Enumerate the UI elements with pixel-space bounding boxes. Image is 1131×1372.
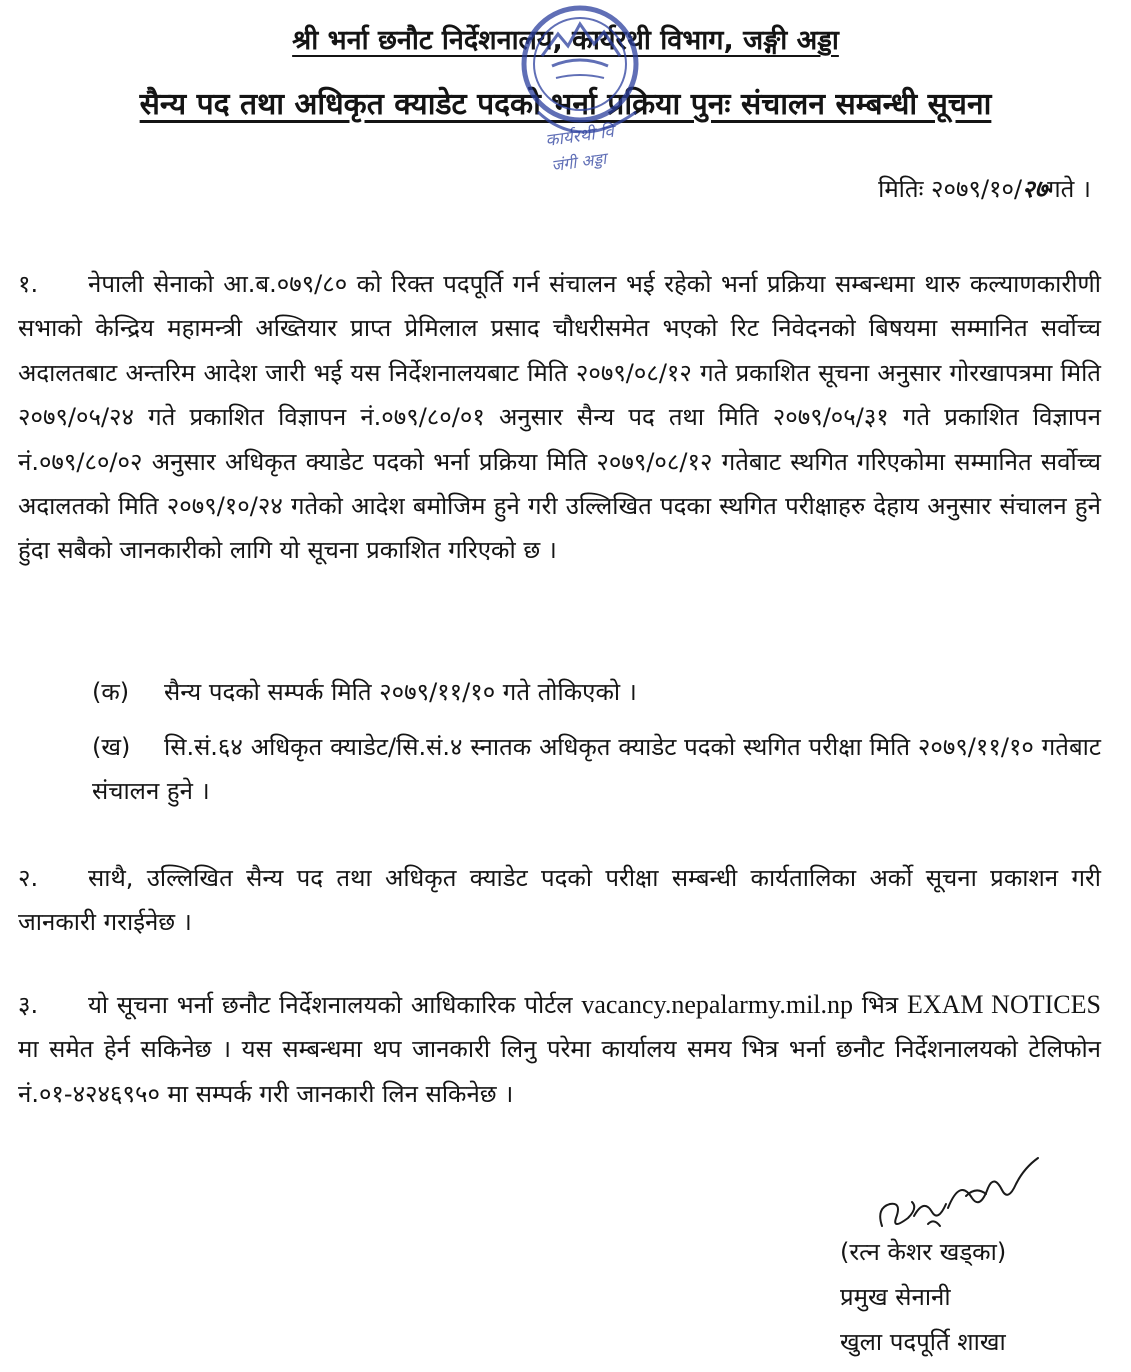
sub-item-label: (ख) bbox=[92, 733, 131, 761]
paragraph-text-mid: भित्र bbox=[861, 991, 899, 1019]
portal-url: vacancy.nepalarmy.mil.np bbox=[581, 990, 854, 1019]
signatory-branch: खुला पदपूर्ति शाखा bbox=[840, 1328, 1006, 1356]
official-stamp-icon bbox=[516, 2, 658, 182]
signature-icon bbox=[868, 1138, 1048, 1238]
sub-item-label: (क) bbox=[92, 678, 130, 706]
sub-item-text: सैन्य पदको सम्पर्क मिति २०७९/११/१० गते तोकिएको । bbox=[164, 678, 637, 706]
signatory-name: (रत्न केशर खड्का) bbox=[840, 1238, 1007, 1266]
svg-text:कार्यरथी वि: कार्यरथी वि bbox=[544, 121, 616, 152]
sub-item-ka bbox=[92, 670, 1101, 714]
paragraph-3 bbox=[18, 983, 1101, 1116]
paragraph-text: नेपाली सेनाको आ.ब.०७९/८० को रिक्त पदपूर्ति गर्न संचालन भई रहेको भर्ना प्रक्रिया सम्बन्धमा थारु कल्याणकारीणी सभाको केन्द्रिय महामन्त्री अख्तियार प्राप्त प्रेमिलाल प्रसाद चौधरीसमेत भएको रिट निवेदनको बिषयमा सम्मानित सर्वोच्च अदालतबाट अन्तरिम आदेश जारी भई यस निर्देशनालयबाट मिति २०७९/०८/१२ गते प्रकाशित सूचना अनुसार गोरखापत्रमा मिति २०७९/०५/२४ गते प्रकाशित विज्ञापन नं.०७९/८०/०१ अनुसार सैन्य पद तथा मिति २०७९/०५/३१ गते प्रकाशित विज्ञापन नं.०७९/८०/०२ अनुसार अधिकृत क्याडेट पदको भर्ना प्रक्रिया मिति २०७९/०८/१२ गतेबाट स्थगित गरिएकोमा सम्मानित सर्वोच्च अदालतको मिति २०७९/१०/२४ गतेको आदेश बमोजिम हुने गरी उल्लिखित पदका स्थगित परीक्षाहरु देहाय अनुसार संचालन हुने हुंदा सबैको जानकारीको लागि यो सूचना प्रकाशित गरिएको छ । bbox=[18, 270, 1101, 565]
notice-title: सैन्य पद तथा अधिकृत क्याडेट पदको भर्ना प्रक्रिया पुनः संचालन सम्बन्धी सूचना bbox=[139, 87, 992, 122]
sub-item-text: सि.सं.६४ अधिकृत क्याडेट/सि.सं.४ स्नातक अधिकृत क्याडेट पदको स्थगित परीक्षा मिति २०७९/११/१० गतेबाट संचालन हुने । bbox=[92, 733, 1101, 805]
signature-block bbox=[840, 1230, 1006, 1365]
signatory-designation: प्रमुख सेनानी bbox=[840, 1283, 951, 1311]
date-handwritten-day: २७ bbox=[1022, 174, 1048, 203]
issuer-heading: श्री भर्ना छनौट निर्देशनालय, कार्यरथी विभाग, जङ्गी अड्डा bbox=[292, 25, 839, 56]
paragraph-number: २. bbox=[18, 864, 39, 892]
paragraph-number: १. bbox=[18, 270, 39, 298]
sub-item-kha bbox=[92, 725, 1101, 813]
paragraph-text-end: मा समेत हेर्न सकिनेछ । यस सम्बन्धमा थप जानकारी लिनु परेमा कार्यालय समय भित्र भर्ना छनौट निर्देशनालयको टेलिफोन नं.०१-४२४६९५० मा सम्पर्क गरी जानकारी लिन सकिनेछ । bbox=[18, 1035, 1101, 1108]
notice-date bbox=[878, 172, 1091, 205]
paragraph-text-start: यो सूचना भर्ना छनौट निर्देशनालयको आधिकारिक पोर्टल bbox=[88, 991, 573, 1019]
svg-text:जंगी अड्डा: जंगी अड्डा bbox=[550, 148, 608, 176]
exam-notices-label: EXAM NOTICES bbox=[906, 990, 1101, 1019]
date-suffix: गते । bbox=[1047, 175, 1091, 203]
paragraph-number: ३. bbox=[18, 991, 39, 1019]
date-prefix: मितिः २०७९/१०/ bbox=[878, 175, 1023, 203]
paragraph-text: साथै, उल्लिखित सैन्य पद तथा अधिकृत क्याडेट पदको परीक्षा सम्बन्धी कार्यतालिका अर्को सूचना प्रकाशन गरी जानकारी गराईनेछ । bbox=[18, 864, 1101, 937]
paragraph-2 bbox=[18, 856, 1101, 945]
paragraph-1 bbox=[18, 262, 1101, 573]
